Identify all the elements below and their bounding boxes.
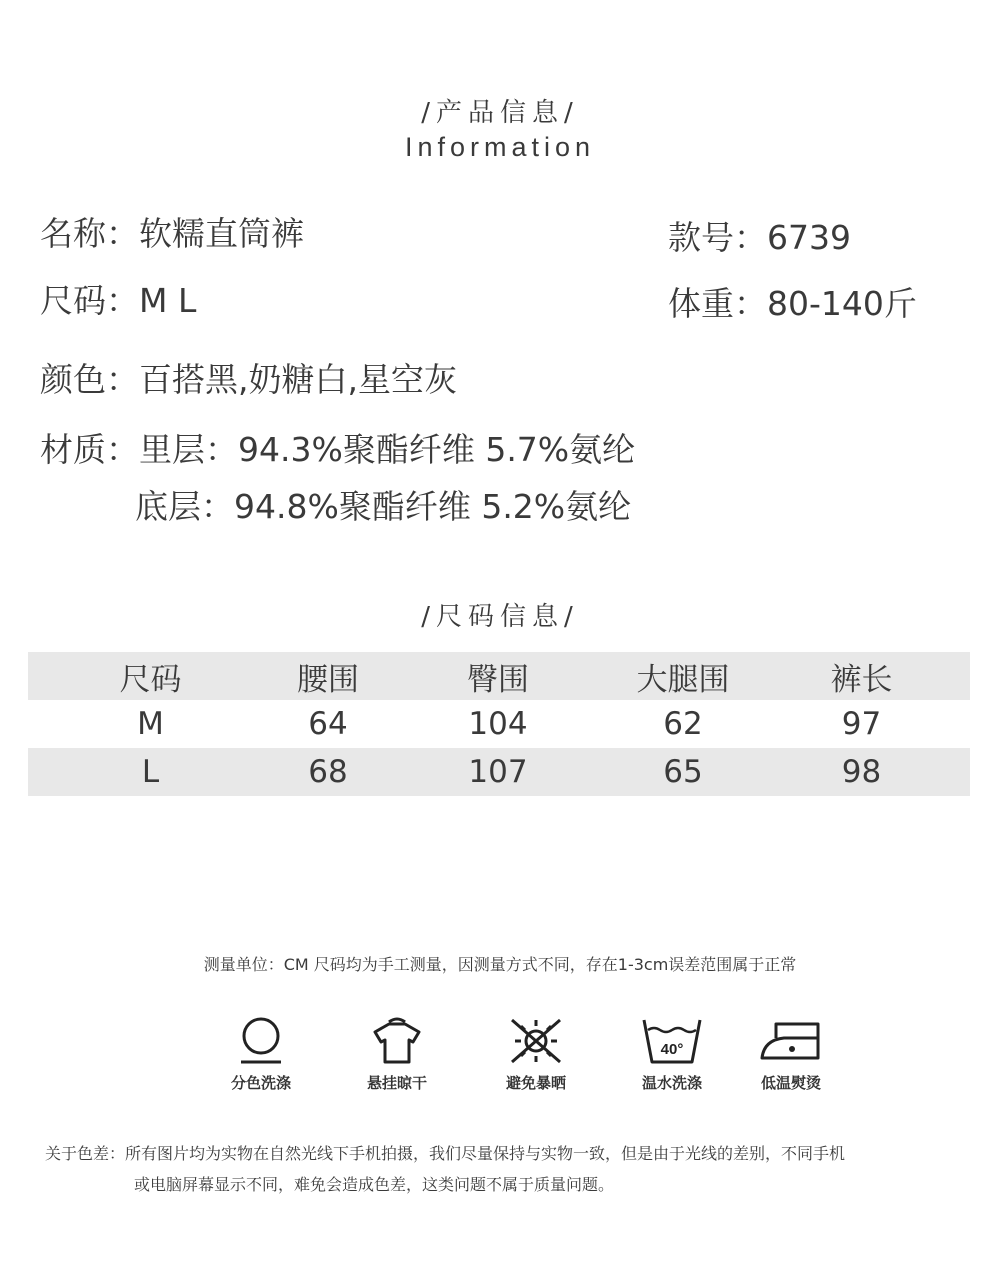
hang-dry-icon bbox=[369, 1016, 425, 1066]
care-no-sun bbox=[481, 1016, 591, 1093]
care-label: 低温熨烫 bbox=[760, 1074, 821, 1092]
material-outer: 底层：94.8%聚酯纤维 5.2%氨纶 bbox=[135, 487, 632, 526]
table-cell: 98 bbox=[841, 754, 882, 790]
color-note-line1: 关于色差：所有图片均为实物在自然光线下手机拍摄，我们尽量保持与实物一致，但是由于光线的差别，不同手机 bbox=[45, 1144, 846, 1163]
care-hang-dry bbox=[342, 1016, 452, 1093]
care-label: 温水洗涤 bbox=[641, 1074, 702, 1092]
table-cell: 107 bbox=[468, 754, 528, 790]
header-hip: 臀围 bbox=[467, 661, 529, 698]
material-inner: 材质：里层：94.3%聚酯纤维 5.7%氨纶 bbox=[40, 430, 636, 469]
header-thigh: 大腿围 bbox=[636, 661, 730, 698]
product-colors: 颜色：百搭黑,奶糖白,星空灰 bbox=[40, 360, 457, 399]
separate-wash-icon bbox=[233, 1016, 289, 1066]
table-cell: 104 bbox=[468, 706, 528, 742]
care-low-iron bbox=[736, 1016, 846, 1093]
care-warm-wash bbox=[617, 1016, 727, 1093]
table-cell: L bbox=[141, 754, 160, 790]
color-note-line2: 或电脑屏幕显示不同，难免会造成色差，这类问题不属于质量问题。 bbox=[134, 1175, 615, 1194]
product-sizes: 尺码：M L bbox=[40, 281, 197, 320]
product-info-subtitle: Information bbox=[404, 132, 596, 162]
header-waist: 腰围 bbox=[297, 661, 359, 698]
size-table-header bbox=[28, 652, 970, 700]
table-cell: 97 bbox=[841, 706, 882, 742]
care-separate-wash bbox=[206, 1016, 316, 1093]
product-info-title: /产品信息/ bbox=[421, 98, 579, 128]
header-length: 裤长 bbox=[830, 661, 893, 698]
care-label: 分色洗涤 bbox=[230, 1074, 291, 1092]
care-label: 悬挂晾干 bbox=[366, 1074, 427, 1092]
size-table bbox=[28, 652, 970, 796]
care-label: 避免暴晒 bbox=[505, 1074, 566, 1092]
low-iron-icon bbox=[758, 1016, 824, 1066]
measure-note: 测量单位：CM 尺码均为手工测量，因测量方式不同，存在1-3cm误差范围属于正常 bbox=[203, 955, 797, 974]
no-sun-icon bbox=[506, 1016, 566, 1066]
warm-wash-icon bbox=[640, 1016, 704, 1066]
table-cell: 64 bbox=[308, 706, 348, 742]
table-cell: 62 bbox=[663, 706, 703, 742]
wash-temperature: 40° bbox=[660, 1041, 684, 1058]
weight-range: 体重：80-140斤 bbox=[668, 284, 917, 323]
table-row bbox=[28, 700, 970, 748]
size-info-title: /尺码信息/ bbox=[421, 602, 579, 632]
table-cell: 65 bbox=[663, 754, 703, 790]
style-number: 款号：6739 bbox=[668, 218, 851, 257]
header-size: 尺码 bbox=[119, 661, 182, 698]
table-cell: M bbox=[137, 706, 164, 742]
product-name: 名称：软糯直筒裤 bbox=[40, 214, 304, 253]
table-row bbox=[28, 748, 970, 796]
table-cell: 68 bbox=[308, 754, 348, 790]
